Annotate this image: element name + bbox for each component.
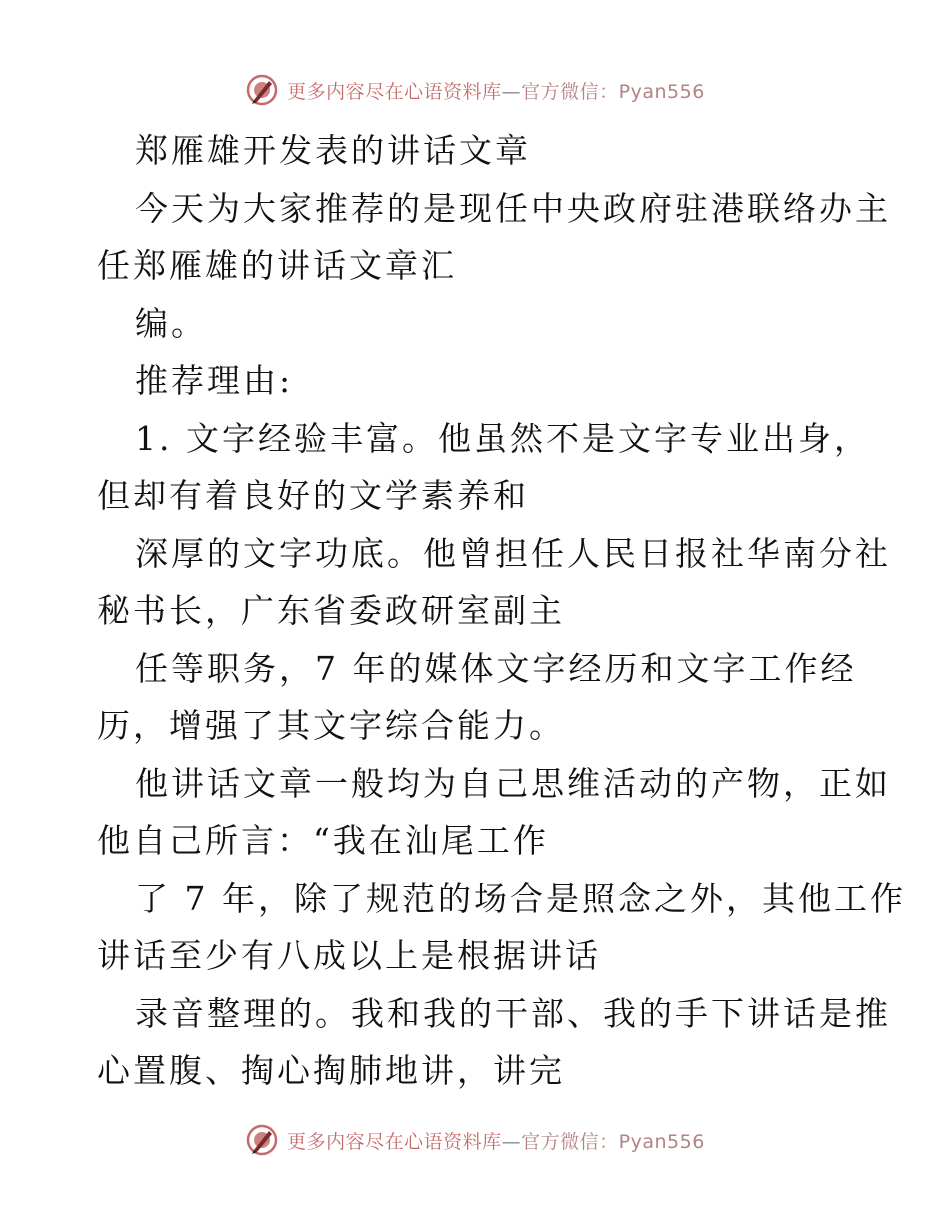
- text-line: 1. 文字经验丰富。他虽然不是文字专业出身，: [135, 418, 870, 458]
- watermark-label: [287, 77, 705, 104]
- text-line: 推荐理由:: [135, 361, 294, 400]
- pen-logo-icon: [245, 1123, 279, 1157]
- watermark-brand: 更多内容尽在心语资料库: [287, 1130, 502, 1153]
- watermark-contact: 官方微信：Pyan556: [521, 1130, 705, 1153]
- document-body: [97, 122, 906, 1100]
- text-line: 录音整理的。我和我的干部、我的手下讲话是推: [135, 993, 891, 1033]
- header-watermark: [0, 70, 950, 110]
- text-line: 了 7 年，除了规范的场合是照念之外，其他工作: [135, 878, 906, 918]
- text-line: 心置腹、掏心掏肺地讲，讲完: [97, 1051, 565, 1090]
- text-line: 编。: [135, 303, 207, 343]
- text-line: 历，增强了其文字综合能力。: [97, 706, 565, 745]
- text-line: 讲话至少有八成以上是根据讲话: [97, 936, 601, 975]
- watermark-separator: —: [501, 1130, 522, 1153]
- watermark-contact: 官方微信：Pyan556: [521, 80, 705, 103]
- footer-watermark: [0, 1120, 950, 1160]
- watermark-brand: 更多内容尽在心语资料库: [287, 80, 502, 103]
- text-line: 郑雁雄开发表的讲话文章: [135, 131, 531, 170]
- text-line: 任郑雁雄的讲话文章汇: [97, 246, 457, 285]
- text-line: 他自己所言：“我在汕尾工作: [97, 821, 549, 860]
- text-line: 今天为大家推荐的是现任中央政府驻港联络办主: [135, 188, 891, 228]
- text-line: 深厚的文字功底。他曾担任人民日报社华南分社: [135, 533, 891, 573]
- watermark-label: [287, 1127, 705, 1154]
- text-line: 任等职务，7 年的媒体文字经历和文字工作经: [135, 648, 857, 688]
- watermark-separator: —: [501, 80, 522, 103]
- text-line: 秘书长，广东省委政研室副主: [97, 591, 565, 630]
- pen-logo-icon: [245, 73, 279, 107]
- text-line: 但却有着良好的文学素养和: [97, 476, 529, 515]
- text-line: 他讲话文章一般均为自己思维活动的产物，正如: [135, 763, 891, 803]
